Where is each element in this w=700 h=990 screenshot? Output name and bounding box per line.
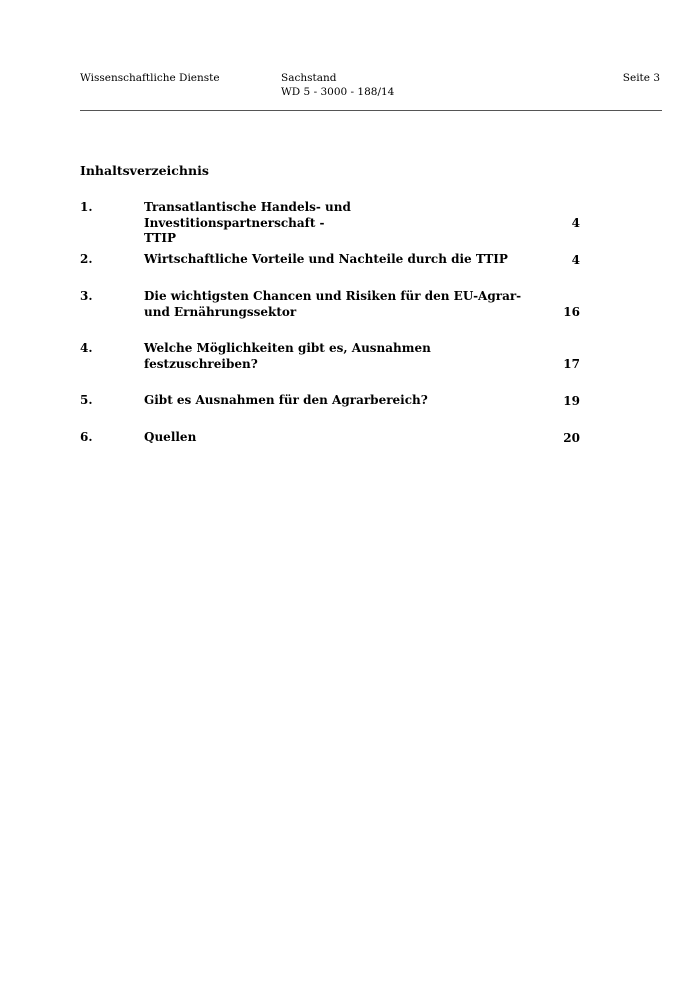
toc-entry-6[interactable]: [80, 430, 580, 446]
header-doc-number: WD 5 - 3000 - 188/14: [281, 86, 395, 98]
toc-entry-title-line: Quellen: [144, 430, 197, 444]
toc-entry-title-line: und Ernährungssektor: [144, 304, 297, 319]
toc-entry-title-line: Gibt es Ausnahmen für den Agrarbereich?: [144, 393, 428, 407]
toc-entry-2[interactable]: [80, 252, 580, 268]
toc-entry-page: 4: [571, 215, 580, 230]
header-document-info: [281, 71, 394, 99]
toc-entry-page: 16: [563, 304, 580, 319]
toc-entry-4[interactable]: [80, 341, 580, 372]
toc-entry-title: [144, 341, 524, 372]
toc-title: Inhaltsverzeichnis: [80, 163, 209, 178]
header-page-label: Seite 3: [622, 72, 660, 84]
toc-entry-title-line: TTIP: [144, 231, 177, 245]
toc-entry-page: 20: [563, 430, 580, 445]
toc-entry-title-line: Transatlantische Handels- und Investitionspartnerschaft -: [144, 200, 351, 230]
toc-entry-title: [144, 200, 524, 247]
toc-entry-3[interactable]: [80, 289, 580, 320]
toc-entry-title-line: Die wichtigsten Chancen und Risiken für den EU-Agrar-: [144, 289, 522, 303]
toc-entry-number: 2.: [80, 252, 93, 266]
toc-entry-title-line: festzuschreiben?: [144, 356, 258, 371]
toc-entry-5[interactable]: [80, 393, 580, 409]
toc-entry-title: [144, 289, 524, 320]
toc-entry-1[interactable]: [80, 200, 580, 245]
toc-entry-title: [144, 430, 524, 446]
toc-entry-number: 5.: [80, 393, 93, 407]
toc-entry-page: 19: [563, 393, 580, 408]
toc-entry-title-line: Wirtschaftliche Vorteile und Nachteile durch die TTIP: [144, 252, 508, 266]
toc-entry-number: 4.: [80, 341, 93, 355]
toc-entry-number: 3.: [80, 289, 93, 303]
toc-entry-title: [144, 393, 524, 409]
header-divider: [80, 110, 662, 111]
table-of-contents: [80, 200, 580, 446]
toc-entry-title-line: Welche Möglichkeiten gibt es, Ausnahmen: [144, 341, 431, 355]
header-doc-type: Sachstand: [281, 72, 337, 84]
toc-entry-page: 4: [571, 252, 580, 267]
toc-entry-number: 6.: [80, 430, 93, 444]
toc-entry-page: 17: [563, 356, 580, 371]
header-institution: Wissenschaftliche Dienste: [80, 72, 220, 84]
toc-entry-title: [144, 252, 524, 268]
toc-entry-number: 1.: [80, 200, 93, 214]
